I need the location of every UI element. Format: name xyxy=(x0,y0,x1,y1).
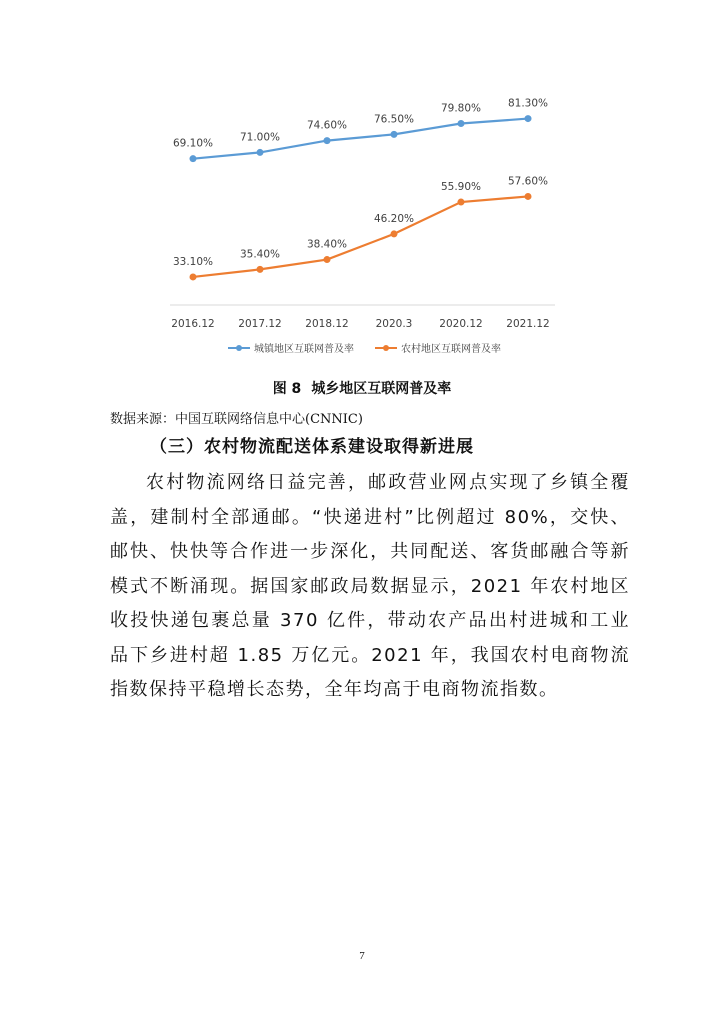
rural-series-line xyxy=(193,196,528,277)
rural-point-4 xyxy=(458,199,465,206)
urban-data-label-4: 79.80% xyxy=(440,102,482,115)
rural-data-label-3: 46.20% xyxy=(373,212,415,225)
rural-point-1 xyxy=(257,266,264,273)
x-tick-label-5: 2021.12 xyxy=(506,318,550,330)
rural-legend-label: 农村地区互联网普及率 xyxy=(401,344,501,355)
urban-data-label-3: 76.50% xyxy=(373,113,415,126)
x-tick-label-0: 2016.12 xyxy=(171,318,215,330)
section-heading: （三）农村物流配送体系建设取得新进展 xyxy=(150,437,474,457)
rural-point-3 xyxy=(391,230,398,237)
figure-title: 城乡地区互联网普及率 xyxy=(311,381,452,397)
figure-caption xyxy=(0,378,724,398)
urban-data-label-1: 71.00% xyxy=(239,131,281,144)
chart-svg xyxy=(160,80,560,380)
urban-legend-marker xyxy=(236,345,242,351)
line-chart xyxy=(160,80,560,380)
rural-data-label-0: 33.10% xyxy=(172,255,214,268)
urban-data-label-5: 81.30% xyxy=(507,97,549,110)
urban-point-3 xyxy=(391,131,398,138)
urban-point-4 xyxy=(458,120,465,127)
rural-point-2 xyxy=(324,256,331,263)
urban-data-label-2: 74.60% xyxy=(306,119,348,132)
rural-point-0 xyxy=(190,273,197,280)
urban-point-2 xyxy=(324,137,331,144)
x-tick-label-4: 2020.12 xyxy=(439,318,483,330)
rural-data-label-5: 57.60% xyxy=(507,175,549,188)
rural-data-label-1: 35.40% xyxy=(239,248,281,261)
urban-point-0 xyxy=(190,155,197,162)
rural-data-label-2: 38.40% xyxy=(306,238,348,251)
data-source-note: 数据来源：中国互联网络信息中心(CNNIC) xyxy=(110,412,363,427)
x-tick-label-1: 2017.12 xyxy=(238,318,282,330)
urban-data-label-0: 69.10% xyxy=(172,137,214,150)
rural-data-label-4: 55.90% xyxy=(440,181,482,194)
rural-legend-marker xyxy=(383,345,389,351)
figure-number: 图 8 xyxy=(272,381,302,397)
urban-legend-label: 城镇地区互联网普及率 xyxy=(254,344,354,355)
body-paragraph: 农村物流网络日益完善，邮政营业网点实现了乡镇全覆盖，建制村全部通邮。“快递进村”比例超过 80%，交快、邮快、快快等合作进一步深化，共同配送、客货邮融合等新模式不断涌现。据国家邮政局数据显示，2021 年农村地区收投快递包裹总量 370 亿件，带动农产品出村进城和工业品下乡进村超 1.85 万亿元。2021 年，我国农村电商物流指数保持平稳增长态势，全年均高于电商物流指数。 xyxy=(110,472,630,700)
page-number: 7 xyxy=(359,950,365,962)
rural-point-5 xyxy=(525,193,532,200)
x-tick-label-3: 2020.3 xyxy=(375,318,413,330)
urban-point-5 xyxy=(525,115,532,122)
x-tick-label-2: 2018.12 xyxy=(305,318,349,330)
urban-point-1 xyxy=(257,149,264,156)
